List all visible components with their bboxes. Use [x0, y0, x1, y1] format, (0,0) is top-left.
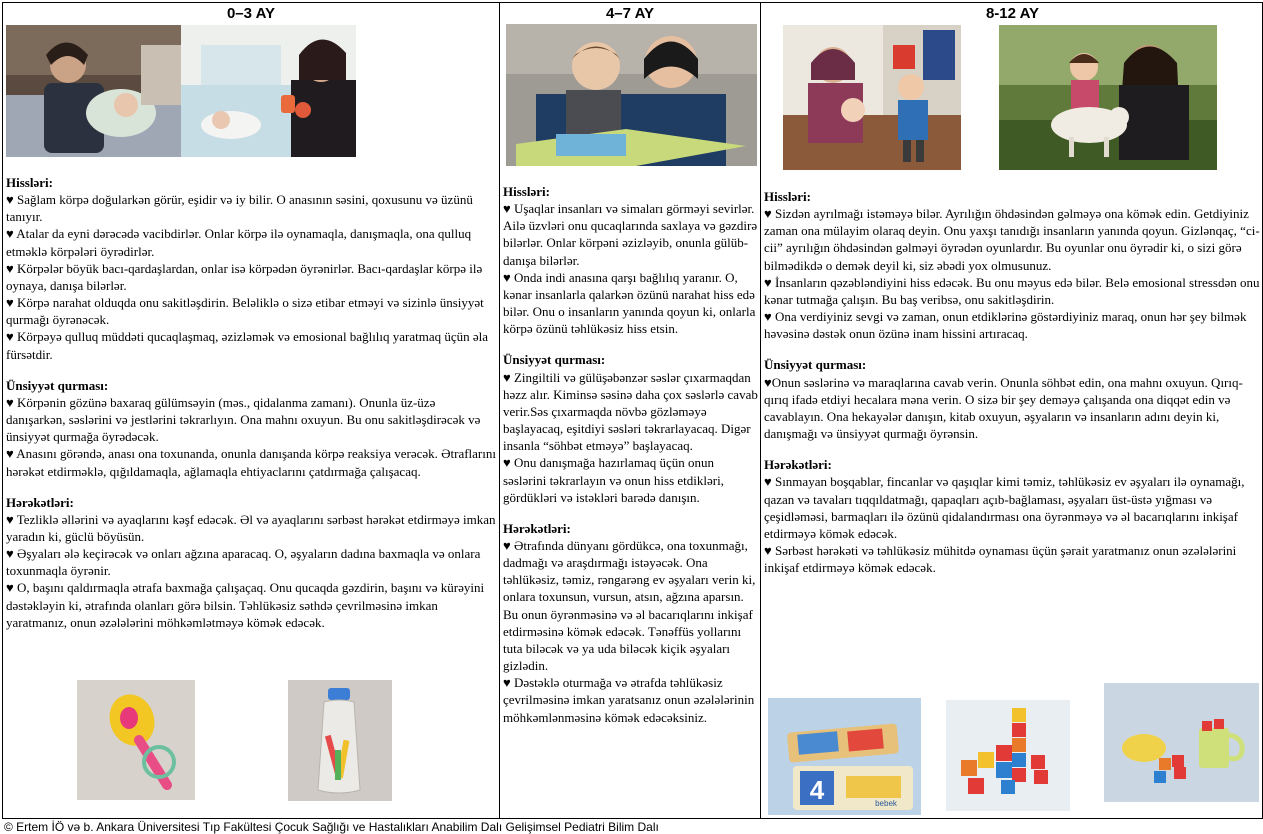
feelings-heading: Hissləri: [764, 189, 811, 204]
column-body [6, 174, 498, 631]
actions-item: ♥ Əşyaları ələ keçirəcək və onları ağzına aparacaq. O, əşyaların dadına baxmaqla və onlara toxunmaqla öyrənir. [6, 546, 481, 579]
actions-heading: Hərəkətləri: [6, 494, 74, 510]
actions-heading: Hərəkətləri: [764, 457, 832, 473]
feelings-item: ♥ Onda indi anasına qarşı bağlılıq yaranır. O, kənar insanlarla qalarkən özünü narahat hiss edə bilər. Onu o insanların yanında qoyun ki, onlarla körpə özünü təhlükəsiz hiss etsin. [503, 269, 756, 337]
photo-stacking-blocks [946, 700, 1070, 811]
actions-item: ♥ Tezliklə əllərini və ayaqlarını kəşf edəcək. Əl və ayaqlarını sərbəst hərəkət etdirməyə imkan yaradın ki, güclü böyüsün. [6, 511, 496, 544]
communication-item: ♥ Körpənin gözünə baxaraq gülümsəyin (məs., qidalanma zamanı). Onunla üz-üzə danışarkən, səslərini və jestlərini təkrarlıyın. Ona mahnı oxuyun. Bu onu sakitləşdirəcək və ünsiyyət qurmağa öyrədəcək. [6, 394, 481, 445]
photo-picture-books [768, 698, 921, 815]
column-title: 0–3 AY [226, 5, 276, 22]
column-4-7-months [500, 3, 761, 818]
photo-cups-and-blocks [1104, 683, 1259, 802]
feelings-heading: Hissləri: [503, 184, 550, 199]
actions-item: ♥ Sınmayan boşqablar, fincanlar və qaşıqlar kimi təmiz, təhlükəsiz ev əşyaları ilə oynamağı, qazan və tavaları tıqqıldatmağı, qapaqları açıb-bağlaması, əşyaları üst-üstə yığması və çeşidləməsi, barmaqları ilə özünü qidalandırması ona öyrənməyə və əl bacarıqlarını inkişaf etdirməyə kömək edəcək. [764, 474, 1245, 541]
book-number-label: 4 [809, 775, 825, 805]
communication-item: ♥Onun səslərinə və maraqlarına cavab verin. Onunla söhbət edin, ona mahnı oxuyun. Qırıq-qırıq ifadə etdiyi hecalara məna verin. O sizə bir şey deməyə çalışanda ona diqqət edin və cavablayın. Ona hekayələr danışın, kitab oxuyun, əşyaların və insanların adını deyin ki, danışmağı və ünsiyyət qurmağı öyrənsin. [764, 374, 1243, 442]
feelings-item: ♥ Atalar da eyni dərəcədə vacibdirlər. Onlar körpə ilə oynamaqla, danışmaqla, ona qulluq etməklə körpələri öyrədirlər. [6, 226, 472, 259]
feelings-item: ♥ Körpələr böyük bacı-qardaşlardan, onlar isə körpədən öyrənirlər. Bacı-qardaşlar körpə ilə oynaya, danışa bilərlər. [6, 260, 483, 293]
communication-heading: Ünsiyyət qurması: [503, 352, 606, 368]
feelings-item: ♥ Sizdən ayrılmağı istəməyə bilər. Ayrılığın öhdəsindən gəlməyə ona kömək edin. Getdiyiniz zaman ona mülayim olaraq deyin. Onu yaxşı tanıdığı insanların yanında qoyun. Gizlənqaç, “ci-cii” ayrılığın öhdəsindən gəlməyi öyrədən oyunlardır. Bu oyunlar onu öyrədir ki, o sizi görə bilmədikdə o demək deyil ki, siz əbədi yox olmusunuz. [764, 206, 1260, 273]
feelings-item: ♥ Sağlam körpə doğularkən görür, eşidir və iy bilir. O anasının səsini, qoxusunu və üzünü tanıyır. [6, 192, 473, 225]
column-title: 8-12 AY [985, 5, 1040, 22]
column-body [503, 183, 759, 726]
book-brand-label: bebek [875, 799, 897, 808]
feelings-item: ♥ İnsanların qəzəbləndiyini hiss edəcək. Bu onu məyus edə bilər. Belə emosional stressdən onu kənar tutmağa çalışın. Bu baş veribsə, onu sakitləşdirin. [764, 274, 1260, 307]
communication-item: ♥ Zingiltili və gülüşəbənzər səslər çıxarmaqdan həzz alır. Kiminsə səsinə daha çox səslərlə cavab verir.Səs çıxarmaqda növbə gözləməyə başlayacaq, eşitdiyi səsləri təkrarlayacaq. Digər insanla “söhbət etməyə” başlayacaq. [503, 369, 758, 454]
feelings-heading: Hissləri: [6, 175, 53, 190]
photo-woman-and-toddler-indoors [783, 25, 961, 170]
feelings-item: ♥ Körpə narahat olduqda onu sakitləşdirin. Beləliklə o sizə etibar etməyi və sizinlə ünsiyyət qurmağı öyrənəcək. [6, 295, 484, 328]
photo-children-reading-book [506, 24, 757, 166]
actions-item: ♥ Ətrafında dünyanı gördükcə, ona toxunmağı, dadmağı və araşdırmağı istəyəcək. Ona təhlükəsiz, təmiz, rəngarəng ev əşyaları verin ki, onlara toxunsun, vursun, atsın, ağzına aparsın. Bu onun öyrənməsinə və əl bacarıqlarını inkişaf etdirməsinə kömək edəcək. Tənəffüs yollarını tuta biləcək və ya uda biləcək kiçik əşyaları gizlədin. [503, 537, 756, 674]
communication-item: ♥ Anasını görəndə, anası ona toxunanda, onunla danışanda körpə reaksiya verəcək. Ətraflarını hərəkət etdirməklə, qığıldamaqla, ağlamaqla ehtiyaclarını çatdırmağa çalışacaq. [6, 446, 496, 479]
feelings-item: ♥ Körpəyə qulluq müddəti qucaqlaşmaq, əzizləmək və emosional bağlılıq yaratmaq üçün əla fürsətdir. [6, 329, 489, 362]
communication-item: ♥ Onu danışmağa hazırlamaq üçün onun səslərini təkrarlayın və onun hiss etdikləri, gördükləri və istəkləri barədə danışın. [503, 455, 724, 505]
feelings-item: ♥ Uşaqlar insanları və simaları görməyi sevirlər. Ailə üzvləri onu qucaqlarında saxlaya və gəzdirə bilərlər. Onlar körpəni əzizləyib, onunla gülüb-danışa bilərlər. [503, 201, 758, 268]
copyright-footer: © Ertem İÖ və b. Ankara Üniversitesi Tıp Fakültesi Çocuk Sağlığı ve Hastalıkları Anabilim Dalı Gelişimsel Pediatri Bilim Dalı [4, 820, 659, 834]
column-body [764, 188, 1263, 576]
actions-item: ♥ Sərbəst hərəkəti və təhlükəsiz mühitdə oynaması üçün şərait yaratmanız onun əzələlərini inkişaf etdirməyə kömək edəcək. [764, 542, 1237, 576]
actions-heading: Hərəkətləri: [503, 520, 571, 536]
photo-bottle-toy [288, 680, 392, 801]
age-stages-table [2, 2, 1263, 819]
feelings-item: ♥ Ona verdiyiniz sevgi və zaman, onun etdiklərinə göstərdiyiniz maraq, onun hər şey bilmək həvəsinə dəstək onun özünə inam hissini artıracaq. [764, 309, 1247, 342]
actions-item: ♥ O, başını qaldırmaqla ətrafa baxmağa çalışaçaq. Onu qucaqda gəzdirin, başını və kürəyini dəstəkləyin ki, ətrafında olanları görə bilsin. Təhlükəsiz səthdə çevrilməsinə imkan yaratmanız, onun əzələlərini möhkəmlətməyə kömək edəcək. [6, 580, 485, 630]
photo-woman-child-lamb-outdoors [999, 25, 1217, 170]
column-8-12-months [761, 3, 1263, 818]
column-title: 4–7 AY [605, 5, 655, 22]
communication-heading: Ünsiyyət qurması: [764, 357, 867, 373]
column-0-3-months [3, 3, 500, 818]
photo-rattle-toy [77, 680, 195, 800]
photo-mother-feeding-baby [181, 25, 356, 157]
communication-heading: Ünsiyyət qurması: [6, 377, 109, 393]
actions-item: ♥ Dəstəklə oturmağa və ətrafda təhlükəsiz çevrilməsinə imkan yaratsanız onun əzələlərinin möhkəmlənməsinə kömək edəcəksiniz. [503, 675, 755, 725]
photo-father-holding-baby [6, 25, 181, 157]
